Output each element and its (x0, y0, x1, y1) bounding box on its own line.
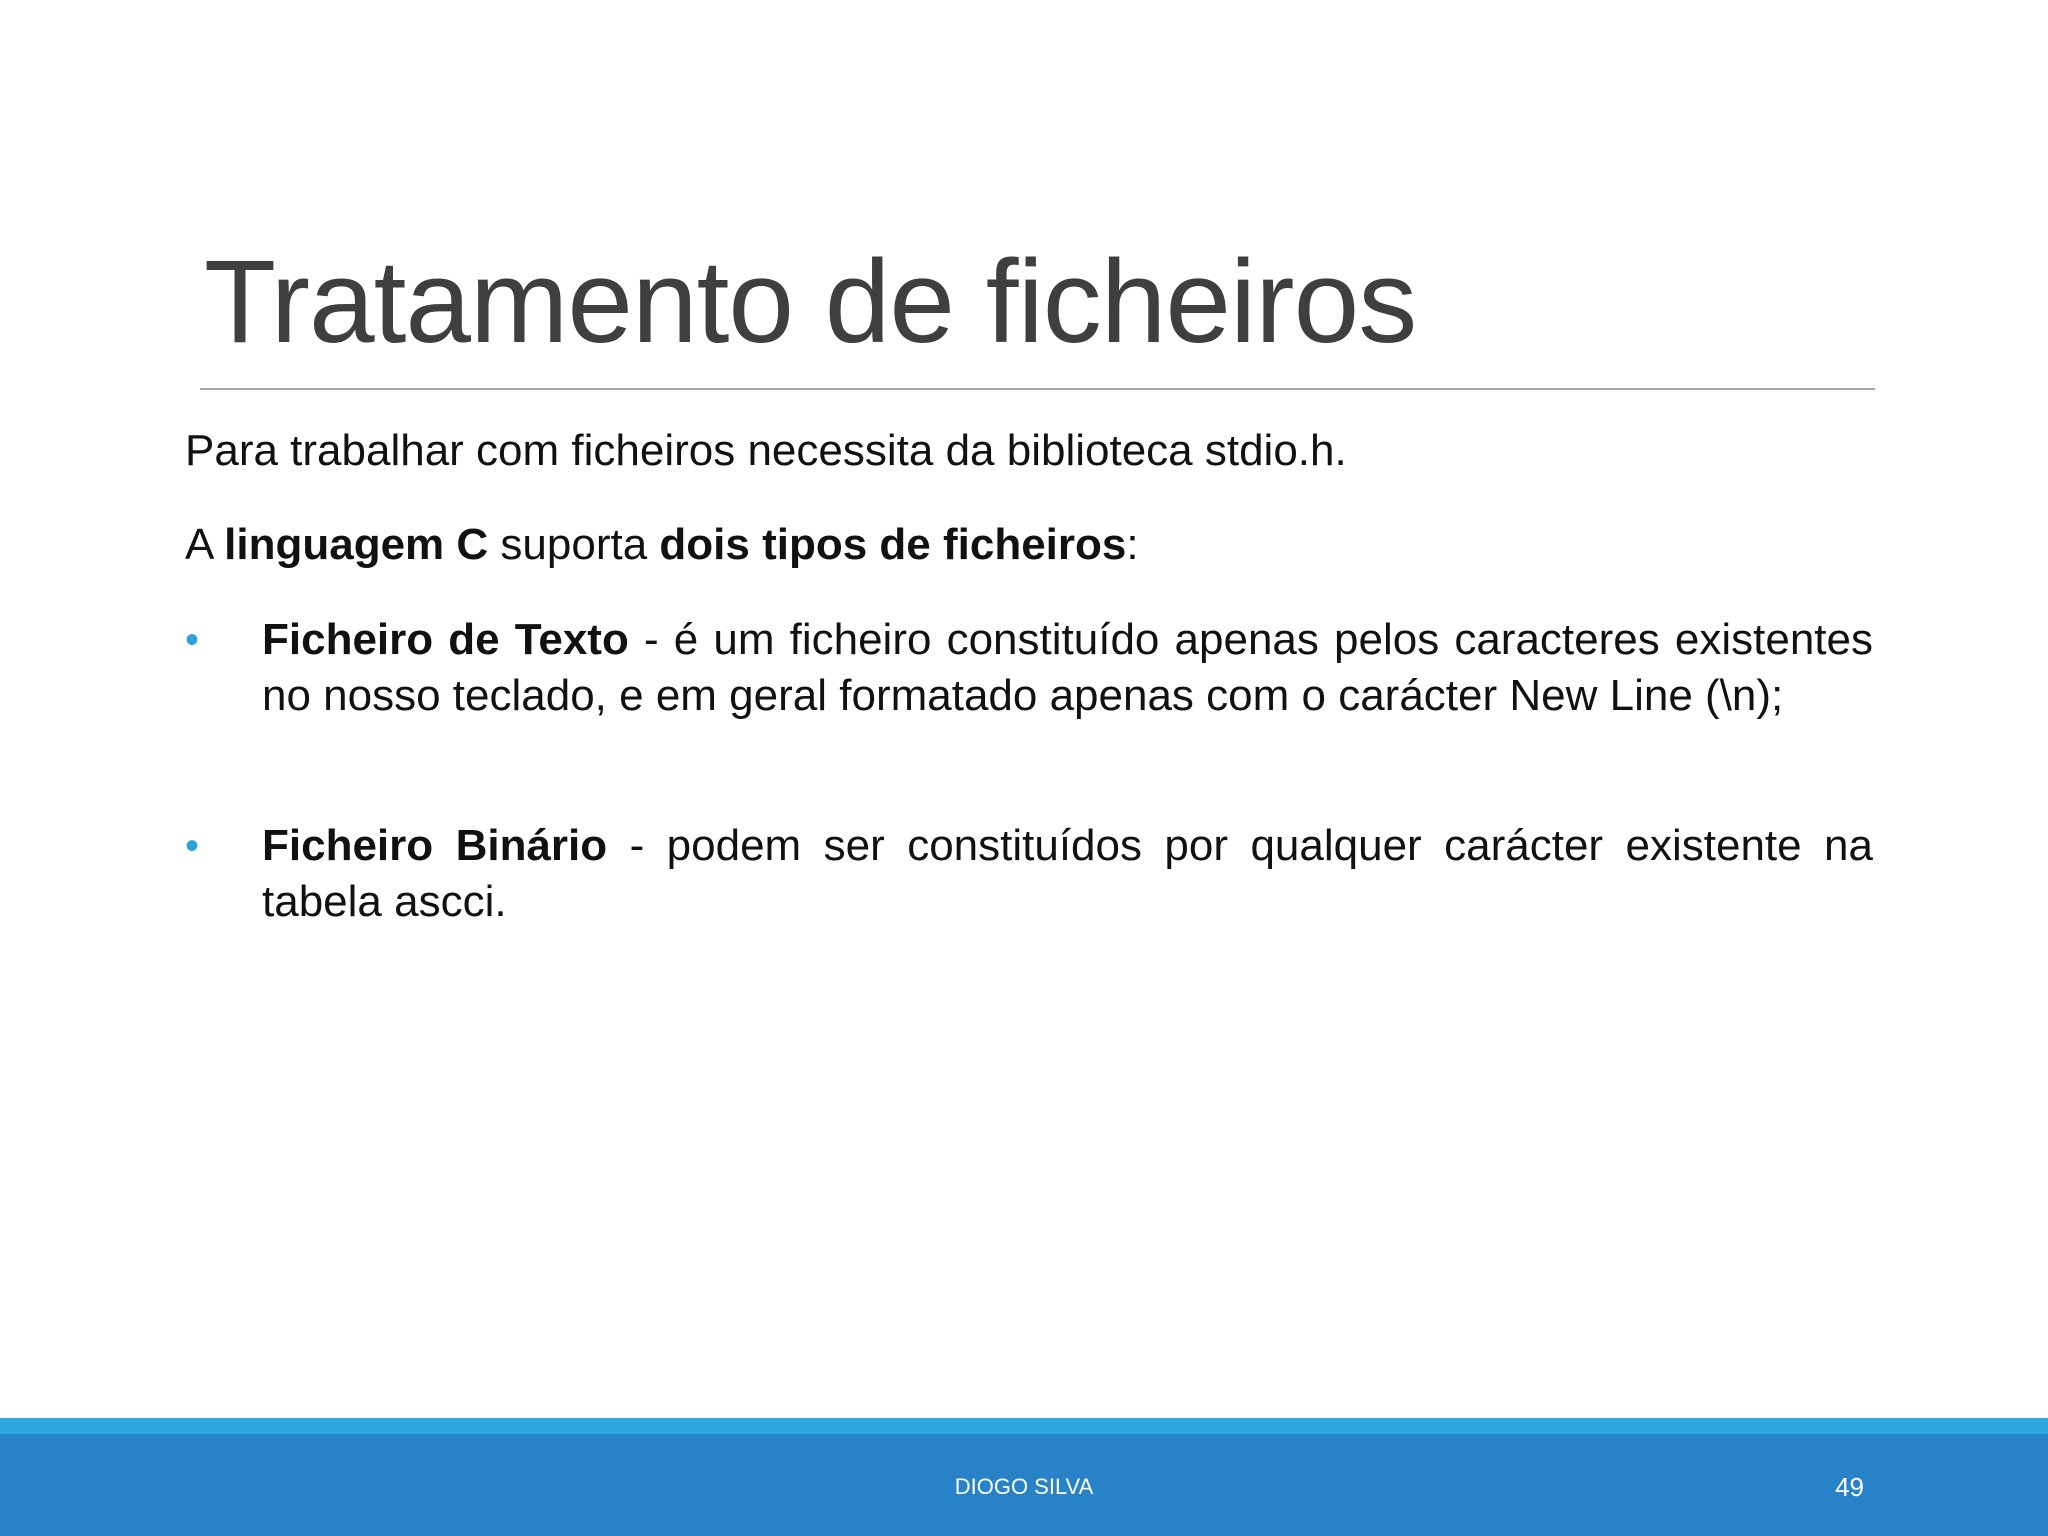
paragraph-text: A (185, 520, 225, 569)
paragraph-text: : (1126, 520, 1139, 569)
bullet-icon: • (185, 618, 200, 662)
bullet-description: - é um ficheiro constituído apenas pelos caracteres existentes no nosso teclado, e em geral formatado apenas com o carácter New Line (\n); (262, 615, 1873, 720)
intro-paragraph: Para trabalhar com ficheiros necessita da biblioteca stdio.h. (185, 426, 1347, 475)
bullet-description: - podem ser constituídos por qualquer carácter existente na tabela ascci. (262, 821, 1873, 926)
page-number: 49 (1835, 1472, 1864, 1502)
slide-title: Tratamento de ficheiros (204, 236, 1417, 368)
bullet-binary-file (185, 818, 1873, 930)
bullet-term: Ficheiro de Texto (262, 615, 629, 664)
paragraph-bold-types: dois tipos de ficheiros (659, 520, 1127, 569)
paragraph-text: suporta (488, 520, 660, 569)
title-divider (200, 388, 1875, 390)
bullet-body (262, 818, 1873, 930)
bullet-body (262, 612, 1873, 724)
footer-accent-band (0, 1418, 2048, 1434)
bullet-term: Ficheiro Binário (262, 821, 608, 870)
footer-author: DIOGO SILVA (954, 1474, 1094, 1499)
bullet-text-file (185, 612, 1873, 724)
paragraph-bold-language: linguagem C (224, 520, 489, 569)
file-types-paragraph (185, 517, 1139, 573)
bullet-icon: • (185, 824, 200, 868)
